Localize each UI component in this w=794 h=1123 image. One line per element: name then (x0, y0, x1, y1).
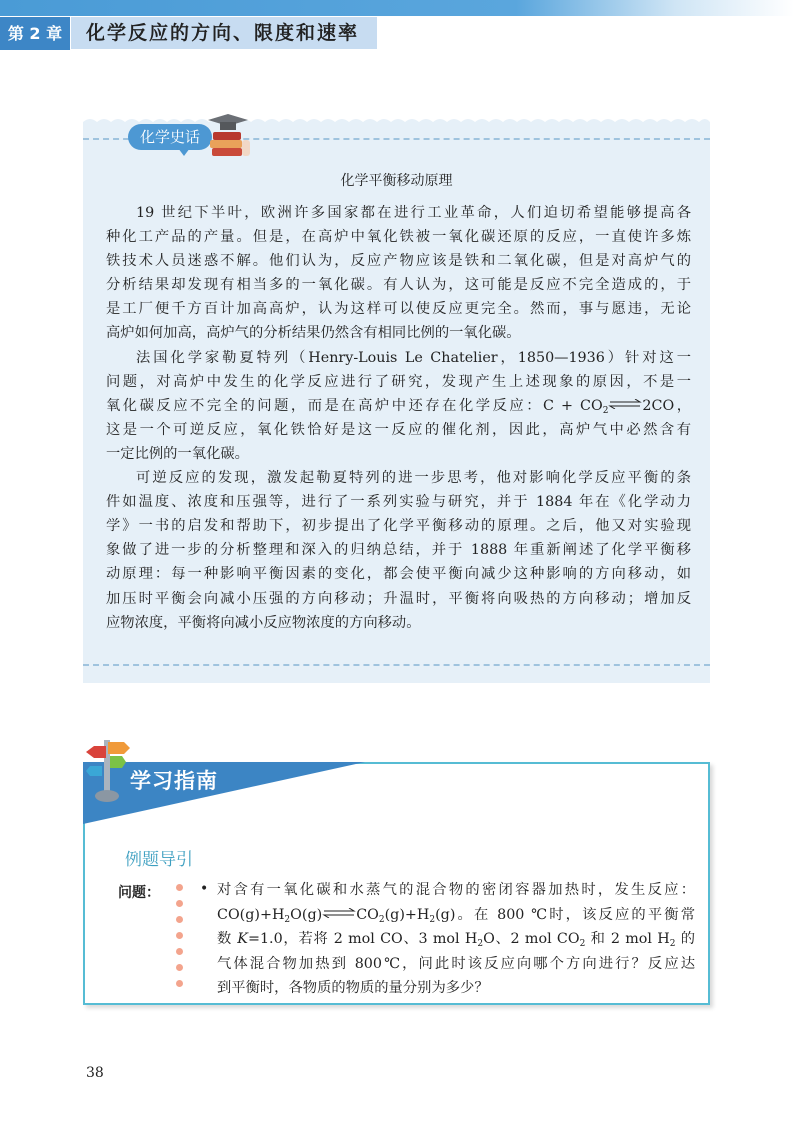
text-line (217, 878, 695, 903)
text-line (106, 562, 691, 586)
history-body (106, 201, 691, 635)
equilibrium-arrow-icon (322, 908, 356, 918)
signpost-icon (84, 736, 134, 806)
subscript: 2 (284, 914, 291, 925)
text-segment: 2CO， (642, 397, 691, 414)
subscript: 2 (477, 939, 484, 950)
text-segment: 数 (217, 931, 238, 948)
text-segment: 加压时平衡会向减小压强的方向移动；升温时，平衡将向吸热的方向移动；增加反 (106, 590, 691, 607)
text-line (106, 201, 691, 225)
text-line (106, 370, 691, 394)
text-segment: 铁技术人员迷惑不解。他们认为，反应产物应该是铁和二氧化碳，但是对高炉气的 (106, 253, 691, 270)
text-segment: CO(g)+H (217, 906, 285, 923)
text-segment: 的 (675, 931, 696, 948)
text-line (106, 490, 691, 514)
text-segment: CO (356, 906, 379, 923)
text-segment: 法国化学家勒夏特列（Henry-Louis Le Chatelier，1850—1936）针对这一 (136, 349, 691, 366)
text-line (106, 346, 691, 370)
text-line (217, 976, 695, 1001)
text-segment: O(g) (290, 906, 323, 923)
text-segment: 对含有一氧化碳和水蒸气的混合物的密闭容器加热时，发生反应： (217, 882, 695, 898)
text-line (106, 225, 691, 249)
text-segment: O、2 mol CO (483, 931, 580, 948)
text-line (106, 297, 691, 321)
history-tag: 化学史话 (128, 124, 212, 150)
question-text (217, 878, 695, 1001)
text-line (106, 442, 691, 466)
text-segment: 一定比例的一氧化碳。 (106, 445, 249, 462)
text-line (106, 514, 691, 538)
text-segment: 问题，对高炉中发生的化学反应进行了研究，发现产生上述现象的原因，不是一 (106, 373, 691, 390)
text-segment: 和 2 mol H (585, 931, 670, 948)
italic-symbol: K (237, 931, 248, 948)
tag-tail (178, 148, 190, 156)
subscript: 2 (579, 939, 586, 950)
text-line (217, 952, 695, 977)
text-line (106, 418, 691, 442)
text-line (106, 273, 691, 297)
books-graduation-cap-icon (206, 110, 256, 160)
chapter-title: 化学反应的方向、限度和速率 (71, 17, 377, 49)
text-segment: 到平衡时，各物质的物质的量分别为多少？ (217, 980, 489, 997)
subscript: 2 (602, 405, 609, 416)
text-segment: 动原理：每一种影响平衡因素的变化，都会使平衡向减少这种影响的方向移动，如 (106, 566, 691, 583)
text-line (106, 538, 691, 562)
text-line (217, 903, 695, 928)
bottom-dashed-line (83, 664, 710, 666)
subscript: 2 (378, 914, 385, 925)
text-segment: 可逆反应的发现，激发起勒夏特列的进一步思考，他对影响化学反应平衡的条 (136, 470, 691, 487)
text-segment: 高炉如何加高，高炉气的分析结果仍然含有相同比例的一氧化碳。 (106, 325, 521, 342)
text-segment: 应物浓度，平衡将向减小反应物浓度的方向移动。 (106, 614, 421, 631)
chapter-number: 第 2 章 (0, 17, 70, 50)
text-line (106, 466, 691, 490)
text-segment: 氧化碳反应不完全的问题，而是在高炉中还存在化学反应：C + CO (106, 397, 603, 414)
bullet: • (200, 881, 209, 897)
top-color-band (0, 0, 794, 16)
text-segment: 气体混合物加热到 800℃，问此时该反应向哪个方向进行？反应达 (217, 955, 695, 972)
text-line (217, 927, 695, 952)
subscript: 2 (429, 914, 436, 925)
text-segment: 分析结果却发现有相当多的一氧化碳。有人认为，这可能是反应不完全造成的，于 (106, 277, 691, 294)
question-label: 问题： (118, 885, 160, 901)
text-segment: 学》一书的启发和帮助下，初步提出了化学平衡移动的原理。之后，他又对实验现 (106, 518, 691, 535)
guide-title: 学习指南 (130, 769, 218, 793)
text-line (106, 321, 691, 345)
text-line (106, 249, 691, 273)
section-heading: 例题导引 (125, 850, 193, 870)
text-segment: 件如温度、浓度和压强等，进行了一系列实验与研究，并于 1884 年在《化学动力 (106, 494, 691, 511)
text-segment: 19 世纪下半叶，欧洲许多国家都在进行工业革命，人们迫切希望能够提高各 (136, 205, 691, 221)
text-segment: 是工厂便千方百计加高高炉，认为这样可以使反应更完全。然而，事与愿违，无论 (106, 301, 691, 318)
text-line (106, 611, 691, 635)
subscript: 2 (669, 939, 676, 950)
text-segment: =1.0，若将 2 mol CO、3 mol H (247, 931, 478, 948)
equilibrium-arrow-icon (608, 399, 642, 409)
text-line (106, 587, 691, 611)
text-line (106, 394, 691, 418)
text-segment: (g)+H (384, 906, 430, 923)
dot-column (176, 884, 184, 996)
text-segment: 象做了进一步的分析整理和深入的归纳总结，并于 1888 年重新阐述了化学平衡移 (106, 542, 691, 559)
text-segment: 种化工产品的产量。但是，在高炉中氧化铁被一氧化碳还原的反应，一直使许多炼 (106, 229, 691, 246)
page-number: 38 (86, 1065, 104, 1081)
text-segment: 这是一个可逆反应，氧化铁恰好是这一反应的催化剂，因此，高炉气中必然含有 (106, 421, 691, 438)
text-segment: (g)。在 800 ℃时，该反应的平衡常 (435, 906, 695, 923)
history-title: 化学平衡移动原理 (340, 173, 453, 189)
